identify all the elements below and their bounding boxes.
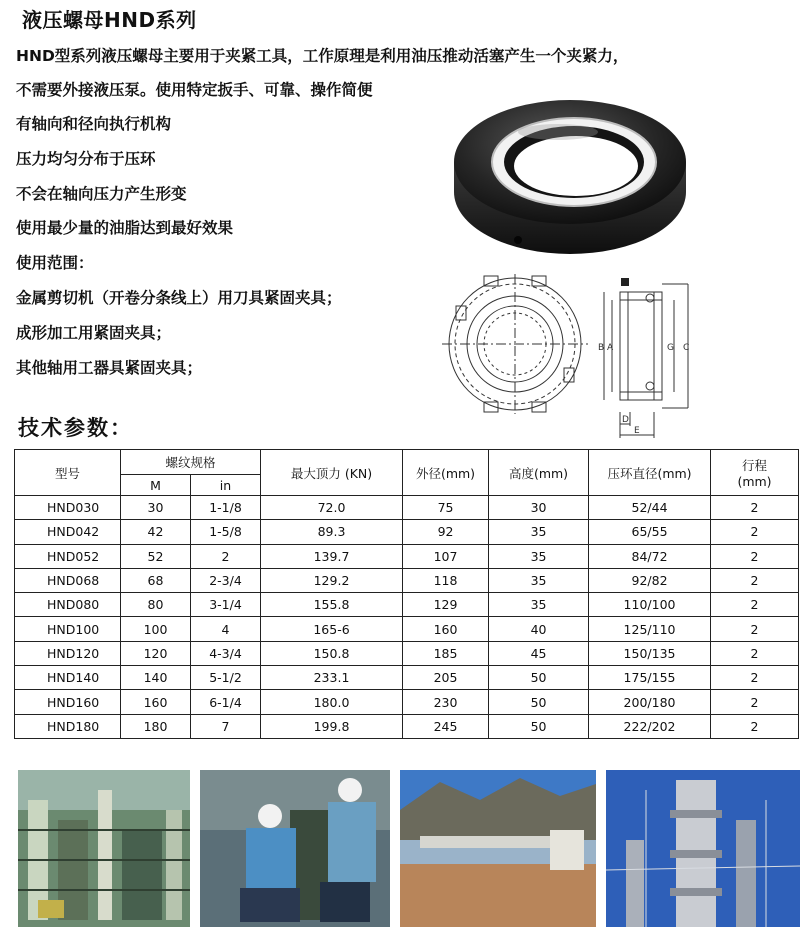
cell-max-force: 72.0 bbox=[261, 496, 403, 520]
intro-line: 有轴向和径向执行机构 bbox=[16, 115, 172, 133]
header-outer-dia: 外径(mm) bbox=[403, 450, 489, 496]
cell-thread-m: 120 bbox=[121, 641, 191, 665]
cell-max-force: 180.0 bbox=[261, 690, 403, 714]
table-row bbox=[15, 568, 799, 592]
dim-label-c: C bbox=[683, 343, 690, 353]
cell-height: 35 bbox=[489, 520, 589, 544]
intro-line: 成形加工用紧固夹具； bbox=[16, 324, 172, 342]
cell-outer-dia: 160 bbox=[403, 617, 489, 641]
cell-ring-dia: 150/135 bbox=[589, 641, 711, 665]
cell-stroke: 2 bbox=[711, 496, 799, 520]
table-row bbox=[15, 544, 799, 568]
header-model: 型号 bbox=[15, 450, 121, 496]
cell-stroke: 2 bbox=[711, 617, 799, 641]
intro-line: 使用最少量的油脂达到最好效果 bbox=[16, 219, 234, 237]
cell-stroke: 2 bbox=[711, 568, 799, 592]
cell-height: 50 bbox=[489, 666, 589, 690]
cell-max-force: 150.8 bbox=[261, 641, 403, 665]
page-title: 液压螺母HND系列 bbox=[22, 8, 197, 32]
header-thread-in: in bbox=[191, 475, 261, 496]
cell-thread-m: 30 bbox=[121, 496, 191, 520]
cell-outer-dia: 75 bbox=[403, 496, 489, 520]
cell-stroke: 2 bbox=[711, 690, 799, 714]
dim-label-a: A bbox=[607, 343, 614, 353]
header-height: 高度(mm) bbox=[489, 450, 589, 496]
cell-thread-in: 2-3/4 bbox=[191, 568, 261, 592]
workers-installing-photo bbox=[200, 770, 390, 927]
cell-thread-in: 4-3/4 bbox=[191, 641, 261, 665]
cell-stroke: 2 bbox=[711, 641, 799, 665]
cell-thread-in: 4 bbox=[191, 617, 261, 641]
cell-outer-dia: 230 bbox=[403, 690, 489, 714]
cell-height: 45 bbox=[489, 641, 589, 665]
cell-height: 40 bbox=[489, 617, 589, 641]
cell-ring-dia: 222/202 bbox=[589, 714, 711, 738]
header-stroke-label: 行程 bbox=[742, 458, 768, 473]
spec-table bbox=[14, 449, 799, 739]
intro-line: 其他轴用工器具紧固夹具； bbox=[16, 359, 203, 377]
cell-model: HND140 bbox=[15, 666, 121, 690]
table-row bbox=[15, 666, 799, 690]
dim-label-g: G bbox=[667, 343, 674, 353]
cell-ring-dia: 200/180 bbox=[589, 690, 711, 714]
cell-max-force: 199.8 bbox=[261, 714, 403, 738]
cell-thread-m: 140 bbox=[121, 666, 191, 690]
cell-outer-dia: 107 bbox=[403, 544, 489, 568]
cell-max-force: 89.3 bbox=[261, 520, 403, 544]
cell-max-force: 129.2 bbox=[261, 568, 403, 592]
cell-model: HND030 bbox=[15, 496, 121, 520]
cell-thread-m: 100 bbox=[121, 617, 191, 641]
cell-max-force: 165-6 bbox=[261, 617, 403, 641]
cell-thread-in: 2 bbox=[191, 544, 261, 568]
cell-ring-dia: 175/155 bbox=[589, 666, 711, 690]
cell-ring-dia: 92/82 bbox=[589, 568, 711, 592]
side-section-drawing bbox=[590, 270, 700, 440]
industrial-tower-photo bbox=[606, 770, 800, 927]
cell-height: 35 bbox=[489, 568, 589, 592]
cell-stroke: 2 bbox=[711, 666, 799, 690]
table-row bbox=[15, 714, 799, 738]
table-row bbox=[15, 593, 799, 617]
dam-photo bbox=[400, 770, 596, 927]
cell-height: 50 bbox=[489, 714, 589, 738]
cell-thread-in: 6-1/4 bbox=[191, 690, 261, 714]
table-row bbox=[15, 690, 799, 714]
header-ring-dia: 压环直径(mm) bbox=[589, 450, 711, 496]
cell-thread-m: 160 bbox=[121, 690, 191, 714]
intro-line: 不需要外接液压泵。使用特定扳手、可靠、操作简便 bbox=[16, 81, 373, 99]
section-title: 技术参数： bbox=[18, 416, 133, 440]
cell-stroke: 2 bbox=[711, 714, 799, 738]
header-thread: 螺纹规格 bbox=[121, 450, 261, 475]
cell-stroke: 2 bbox=[711, 593, 799, 617]
cell-max-force: 139.7 bbox=[261, 544, 403, 568]
cell-ring-dia: 52/44 bbox=[589, 496, 711, 520]
table-row bbox=[15, 617, 799, 641]
cell-thread-in: 3-1/4 bbox=[191, 593, 261, 617]
hydraulic-nut-photo bbox=[450, 92, 690, 262]
cell-ring-dia: 65/55 bbox=[589, 520, 711, 544]
cell-outer-dia: 92 bbox=[403, 520, 489, 544]
cell-thread-in: 5-1/2 bbox=[191, 666, 261, 690]
application-photos bbox=[18, 770, 800, 930]
cell-height: 30 bbox=[489, 496, 589, 520]
intro-line: 压力均匀分布于压环 bbox=[16, 150, 156, 168]
cell-outer-dia: 245 bbox=[403, 714, 489, 738]
header-stroke bbox=[711, 450, 799, 496]
dim-label-d: D bbox=[622, 415, 629, 425]
front-view-drawing bbox=[440, 272, 590, 422]
table-row bbox=[15, 641, 799, 665]
intro-line: HND型系列液压螺母主要用于夹紧工具，工作原理是利用油压推动活塞产生一个夹紧力， bbox=[16, 47, 629, 65]
cell-thread-in: 1-1/8 bbox=[191, 496, 261, 520]
header-stroke-unit: (mm) bbox=[737, 474, 772, 489]
cell-thread-m: 68 bbox=[121, 568, 191, 592]
cell-model: HND068 bbox=[15, 568, 121, 592]
cell-model: HND120 bbox=[15, 641, 121, 665]
cell-thread-m: 180 bbox=[121, 714, 191, 738]
cell-model: HND052 bbox=[15, 544, 121, 568]
cell-outer-dia: 118 bbox=[403, 568, 489, 592]
cell-model: HND080 bbox=[15, 593, 121, 617]
cell-model: HND180 bbox=[15, 714, 121, 738]
cell-model: HND042 bbox=[15, 520, 121, 544]
cell-thread-in: 7 bbox=[191, 714, 261, 738]
intro-line: 金属剪切机（开卷分条线上）用刀具紧固夹具； bbox=[16, 289, 342, 307]
intro-line: 使用范围： bbox=[16, 254, 94, 272]
cell-thread-in: 1-5/8 bbox=[191, 520, 261, 544]
cell-height: 35 bbox=[489, 544, 589, 568]
cell-outer-dia: 185 bbox=[403, 641, 489, 665]
cell-model: HND160 bbox=[15, 690, 121, 714]
table-row bbox=[15, 496, 799, 520]
cell-outer-dia: 205 bbox=[403, 666, 489, 690]
cell-ring-dia: 110/100 bbox=[589, 593, 711, 617]
cell-thread-m: 80 bbox=[121, 593, 191, 617]
cell-height: 50 bbox=[489, 690, 589, 714]
cell-thread-m: 42 bbox=[121, 520, 191, 544]
cell-outer-dia: 129 bbox=[403, 593, 489, 617]
dim-label-b: B bbox=[598, 343, 605, 353]
cell-model: HND100 bbox=[15, 617, 121, 641]
header-thread-m: M bbox=[121, 475, 191, 496]
intro-line: 不会在轴向压力产生形变 bbox=[16, 185, 187, 203]
cell-max-force: 233.1 bbox=[261, 666, 403, 690]
header-max-force: 最大顶力 (KN) bbox=[261, 450, 403, 496]
table-row bbox=[15, 520, 799, 544]
cell-ring-dia: 84/72 bbox=[589, 544, 711, 568]
cell-stroke: 2 bbox=[711, 520, 799, 544]
spec-table-body bbox=[15, 496, 799, 739]
cell-max-force: 155.8 bbox=[261, 593, 403, 617]
dim-label-e: E bbox=[634, 426, 640, 436]
cell-stroke: 2 bbox=[711, 544, 799, 568]
refinery-plant-photo bbox=[18, 770, 190, 927]
cell-ring-dia: 125/110 bbox=[589, 617, 711, 641]
cell-height: 35 bbox=[489, 593, 589, 617]
cell-thread-m: 52 bbox=[121, 544, 191, 568]
